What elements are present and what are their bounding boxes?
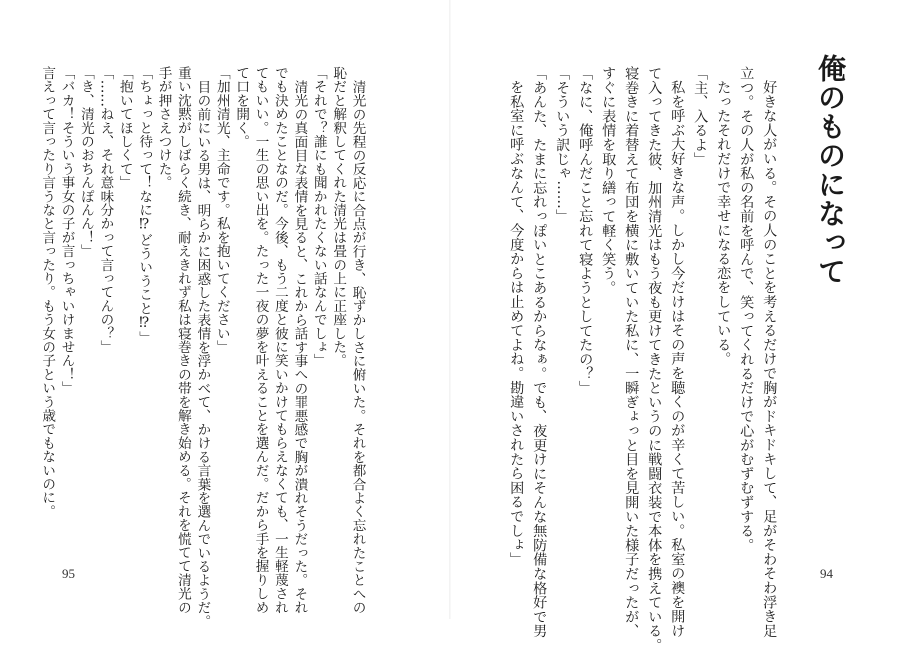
right-line-8: すぐに表情を取り繕って軽く笑う。	[600, 66, 617, 295]
left-line-1: 清光の先程の反応に合点が行き、恥ずかしさに俯いた。それを都合よく忘れたことへの	[349, 80, 366, 615]
right-line-6: て入ってきた彼、加州清光はもう夜も更けてきたというのに戦闘衣装で本体を携えている。	[646, 66, 663, 652]
left-line-9: 目の前にいる男は、明らかに困惑した表情を浮かべて、かける言葉を選んでいるようだ。	[194, 80, 211, 628]
right-line-7: 寝巻きに着替えて布団を横に敷いていた私に、一瞬ぎょっと目を見開いた様子だったが、	[623, 66, 640, 638]
left-line-3: 「それで？誰にも聞かれたくない話なんでしょ」	[310, 66, 327, 368]
right-line-4: 「主、入るよ」	[692, 66, 709, 167]
chapter-title: 俺のものになって	[814, 54, 847, 286]
left-line-2: 恥だと解釈してくれた清光は畳の上に正座した。	[330, 66, 347, 368]
left-line-7: て口を開く。	[233, 66, 250, 149]
left-line-6: てもいい。一生の思い出を。たった一夜の夢を叶えることを選んだ。だから手を握りしめ	[252, 66, 269, 614]
right-line-12: を私室に呼ぶなんて、今度からは止めてよね。勘違いされたら困るでしょ」	[508, 80, 525, 567]
left-line-13: 「抱いてほしくて」	[116, 66, 133, 190]
page-gutter	[449, 0, 451, 619]
left-line-5: でも決めたことなのだ。今後、もう二度と彼に笑いかけてもらえなくても、一生軽蔑され	[271, 66, 288, 614]
left-line-4: 清光の真面目な表情を見ると、これから話す事への罪悪感で胸が潰れそうだった。それ	[291, 80, 308, 615]
page-number-right: 94	[820, 566, 833, 581]
right-line-3: たったそれだけで幸せになる恋をしている。	[715, 80, 732, 366]
right-line-5: 私を呼ぶ大好きな声。しかし今だけはその声を聴くのが辛くて苦しい。私室の襖を開け	[669, 80, 686, 638]
left-line-15: 「き、清光のおちんぽんん！」	[77, 66, 94, 258]
left-line-14: 「……ねえ、それ意味分かって言ってんの？」	[97, 66, 114, 354]
right-line-11: 「あんた、たまに忘れっぽいとこあるからなぁ。でも、夜更けにそんな無防備な格好で男	[531, 66, 548, 638]
right-line-1: 好きな人がいる。その人のことを考えるだけで胸がドキドキして、足がそわそわ浮き足	[761, 80, 778, 638]
left-line-12: 「ちょっと待って！なに⁉どういうこと⁉」	[136, 66, 153, 345]
right-line-10: 「そういう訳じゃ……」	[554, 66, 571, 224]
page-number-left: 95	[62, 566, 75, 581]
left-line-17: 言えって言ったり言うなと言ったり。もう女の子という歳でもないのに。	[39, 66, 56, 519]
left-line-16: 「バカ！そういう事女の子が言っちゃいけません！」	[58, 66, 75, 395]
right-line-2: 立つ。その人が私の名前を呼んで、笑ってくれるだけで心がむずむずする。	[738, 66, 755, 553]
left-line-8: 「加州清光、主命です。私を抱いてください」	[213, 66, 230, 354]
left-line-11: 手が押さえつけた。	[155, 66, 172, 190]
left-line-10: 重い沈黙がしばらく続き、耐えきれず私は寝巻きの帯を解き始める。それを慌てて清光の	[174, 66, 191, 614]
right-line-9: 「なに、俺呼んだこと忘れて寝ようとしてたの？」	[577, 66, 594, 395]
